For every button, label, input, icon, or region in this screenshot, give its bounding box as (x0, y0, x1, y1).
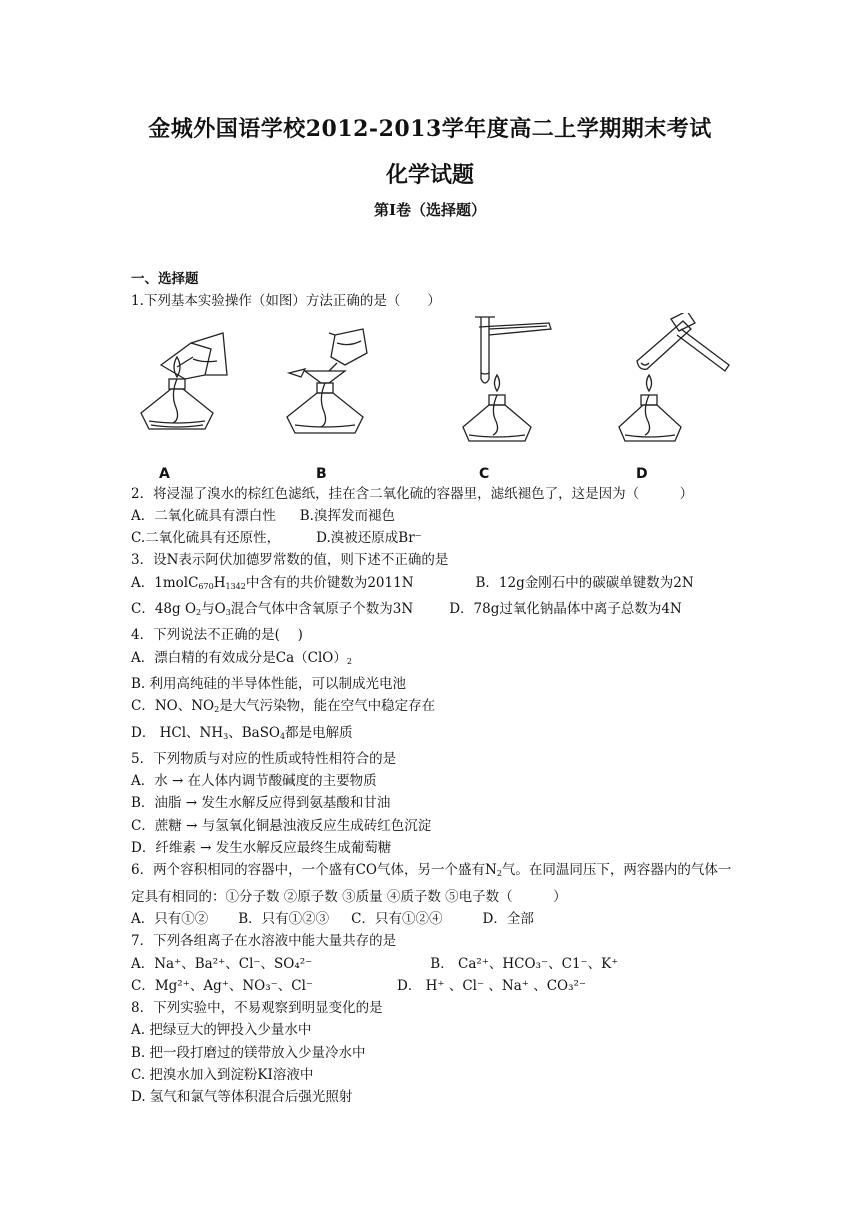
q2-option-a: A．二氧化硫具有漂白性 (131, 507, 276, 524)
q2-stem: 2．将浸湿了溴水的棕红色滤纸，挂在含二氧化硫的容器里，滤纸褪色了，这是因为（ ） (131, 485, 694, 502)
q6-option-c: C．只有①②④ (351, 910, 443, 927)
q8-stem: 8．下列实验中，不易观察到明显变化的是 (131, 1000, 383, 1017)
q3-option-d: D．78g过氧化钠晶体中离子总数为4N (449, 601, 682, 618)
q6-stem: 6．两个容积相同的容器中，一个盛有CO气体，另一个盛有$N_2$气。在同温同压下，两容器内的气体一定具有相同的：①分子数 ②原子数 ③质量 ④质子数 ⑤电子数（ ） (131, 862, 732, 905)
q7-options-cd (131, 975, 741, 997)
exam-part: 第Ⅰ卷（选择题） (373, 201, 487, 219)
q7-option-a: A．Na⁺、Ba²⁺、Cl⁻、SO₄²⁻ (131, 955, 313, 972)
q4-option-a: A．漂白精的有效成分是$Ca(ClO)_2$ (131, 649, 352, 666)
exam-subject: 化学试题 (385, 162, 474, 188)
figure-d-test-tube-tilted-illustration (611, 313, 741, 463)
q8-option-a: A. 把绿豆大的钾投入少量水中 (131, 1022, 312, 1039)
q3-option-c: C．48g $O_2$与$O_3$混合气体中含氧原子个数为3N (131, 601, 414, 618)
question-content (131, 268, 741, 1109)
q7-option-c: C．Mg²⁺、Ag⁺、NO₃⁻、Cl⁻ (131, 977, 314, 994)
q2-option-c: C.二氧化硫具有还原性， (131, 530, 281, 547)
q4-option-c: C．NO、$NO_2$是大气污染物，能在空气中稳定存在 (131, 698, 436, 715)
q8-option-d: D. 氢气和氯气等体积混合后强光照射 (131, 1089, 353, 1106)
q3-option-a: A．$1molC_{670}H_{1342}$中含有的共价键数为2011N (131, 574, 414, 591)
q5-option-d: D．纤维素 → 发生水解反应最终生成葡萄糖 (131, 840, 392, 857)
figure-label-a: A (159, 465, 170, 482)
q6-options (131, 908, 741, 930)
q8-option-c: C. 把溴水加入到淀粉KI溶液中 (131, 1067, 314, 1084)
q7-option-b: B． Ca²⁺、HCO₃⁻、C1⁻、K⁺ (430, 955, 619, 972)
q3-stem: 3．设N表示阿伏加德罗常数的值，则下述不正确的是 (131, 552, 449, 569)
q2-options-cd (131, 527, 741, 549)
q4-stem: 4．下列说法不正确的是( ) (131, 627, 303, 644)
q1-figures (131, 313, 741, 483)
exam-title: 金城外国语学校2012-2013学年度高二上学期期末考试 (148, 116, 712, 142)
q5-option-b: B．油脂 → 发生水解反应得到氨基酸和甘油 (131, 795, 391, 812)
q8-option-b: B. 把一段打磨过的镁带放入少量冷水中 (131, 1044, 366, 1061)
q5-stem: 5．下列物质与对应的性质或特性相符合的是 (131, 750, 397, 767)
q2-options-ab (131, 505, 741, 527)
q3-option-b: B．12g金刚石中的碳碳单键数为2N (475, 574, 694, 591)
figure-a-lamp-ignite-illustration (131, 313, 241, 463)
q4-option-b: B. 利用高纯硅的半导体性能，可以制成光电池 (131, 675, 407, 692)
q5-option-c: C．蔗糖 → 与氢氧化铜悬浊液反应生成砖红色沉淀 (131, 817, 432, 834)
q1-stem: 1.下列基本实验操作（如图）方法正确的是（ ） (131, 293, 441, 310)
q6-option-d: D．全部 (482, 910, 534, 927)
q6-option-a: A．只有①② (131, 910, 209, 927)
q2-option-d: D.溴被还原成Br⁻ (316, 530, 422, 547)
q7-options-ab (131, 953, 741, 975)
q3-options-ab (131, 572, 741, 598)
q4-option-d: D． HCl、$NH_3$、BaSO$_4$都是电解质 (131, 724, 353, 741)
figure-c-test-tube-vertical-illustration (449, 313, 569, 463)
section-heading: 一、选择题 (131, 271, 199, 287)
figure-label-c: C (479, 465, 490, 482)
q6-option-b: B．只有①②③ (238, 910, 330, 927)
q3-options-cd (131, 598, 741, 624)
q7-option-d: D． H⁺ 、Cl⁻ 、Na⁺ 、CO₃²⁻ (397, 977, 587, 994)
figure-label-b: B (316, 465, 327, 482)
figure-b-pour-liquid-illustration (279, 313, 389, 463)
q7-stem: 7．下列各组离子在水溶液中能大量共存的是 (131, 933, 397, 950)
q2-option-b: B.溴挥发而褪色 (299, 507, 395, 524)
q5-option-a: A．水 → 在人体内调节酸碱度的主要物质 (131, 773, 377, 790)
figure-label-d: D (636, 465, 648, 482)
